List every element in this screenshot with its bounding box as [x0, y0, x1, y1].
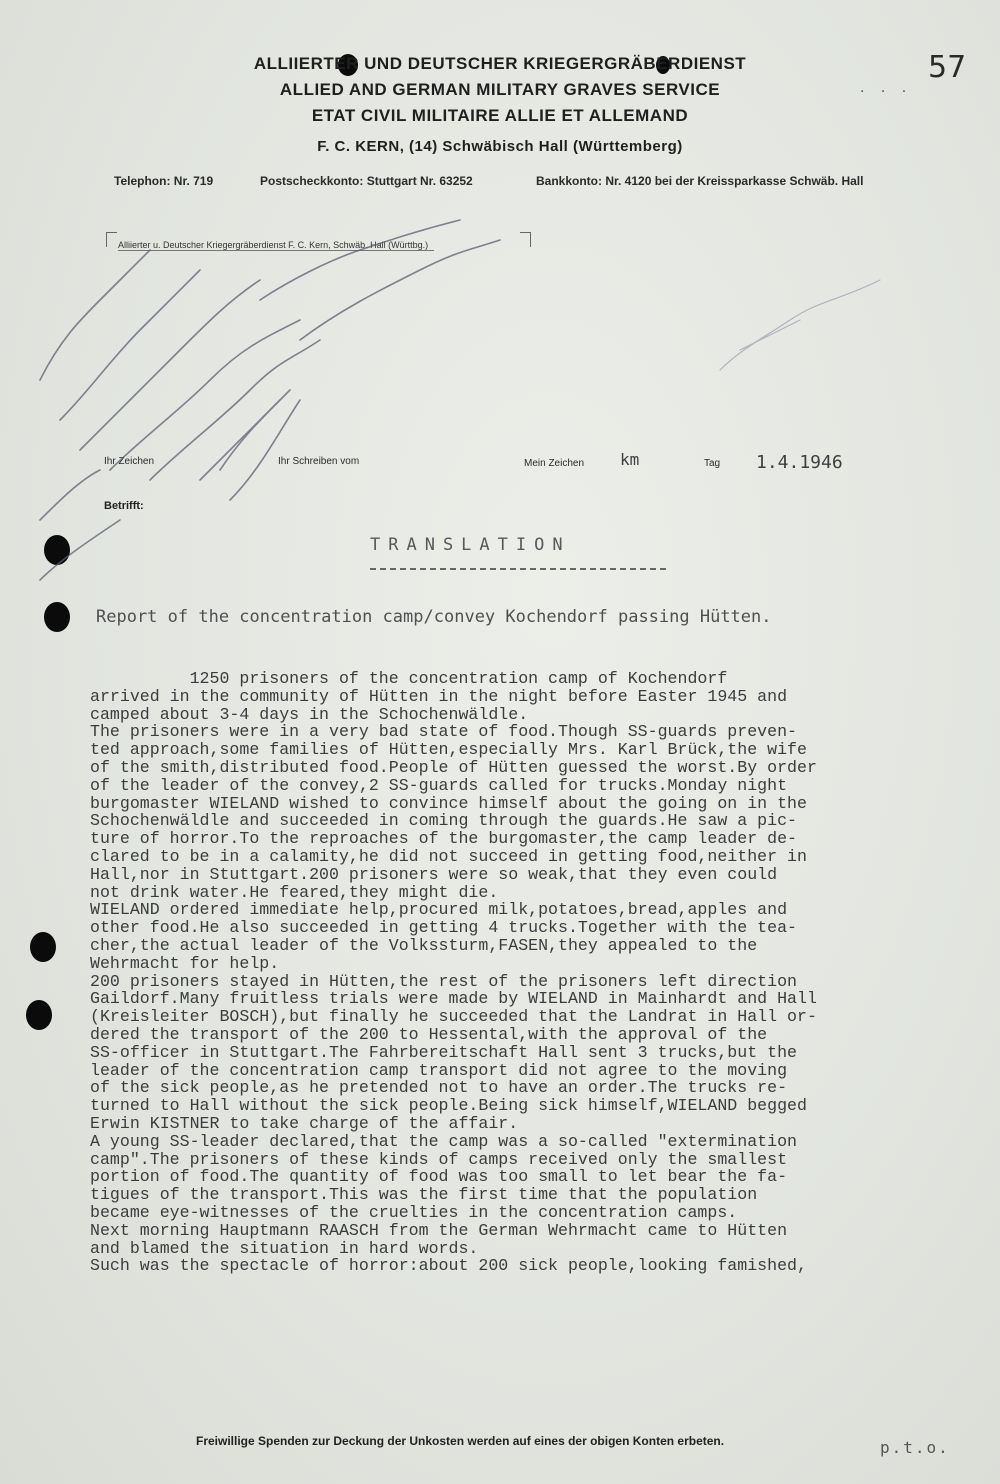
body-line: ture of horror.To the reproaches of the burgomaster,the camp leader de-	[90, 829, 798, 849]
bank-account: Bankkonto: Nr. 4120 bei der Kreissparkasse Schwäb. Hall	[536, 174, 864, 188]
decorative-dots: · · ·	[860, 84, 913, 100]
body-line: A young SS-leader declared,that the camp was a so-called "extermination	[90, 1131, 798, 1151]
letterhead-line-3: ETAT CIVIL MILITAIRE ALLIE ET ALLEMAND	[311, 106, 689, 125]
page-number: 57	[928, 50, 967, 85]
body-line: leader of the concentration camp transport did not agree to the moving	[90, 1060, 788, 1080]
letterhead-line-1: ALLIIERTER UND DEUTSCHER KRIEGERGRÄBERDIENST	[253, 54, 747, 73]
body-line: Schochenwäldle and succeeded in coming through the guards.He saw a pic-	[90, 811, 798, 831]
body-line: cher,the actual leader of the Volkssturm,FASEN,they appealed to the	[90, 935, 758, 955]
body-line: ted approach,some families of Hütten,especially Mrs. Karl Brück,the wife	[90, 740, 807, 760]
body-line: (Kreisleiter BOSCH),but finally he succeeded that the Landrat in Hall or-	[90, 1007, 817, 1027]
body-line: of the smith,distributed food.People of Hütten guessed the worst.By order	[90, 757, 817, 777]
body-line: of the sick people,as he pretended not to have an order.The trucks re-	[90, 1078, 788, 1098]
tag-label: Tag	[704, 458, 721, 469]
body-line: 200 prisoners stayed in Hütten,the rest of the prisoners left direction	[90, 971, 798, 991]
body-line: camped about 3-4 days in the Schochenwäldle.	[90, 704, 529, 724]
sender-line: Alliierter u. Deutscher Kriegergräberdienst F. C. Kern, Schwäb. Hall (Württbg.)	[118, 240, 434, 251]
body-line: WIELAND ordered immediate help,procured milk,potatoes,bread,apples and	[90, 900, 788, 920]
body-line: Erwin KISTNER to take charge of the affair.	[90, 1113, 519, 1133]
betrifft-label: Betrifft:	[104, 500, 144, 512]
pto-note: p.t.o.	[880, 1438, 950, 1457]
body-line: dered the transport of the 200 to Hessental,with the approval of the	[90, 1024, 768, 1044]
body-line: tigues of the transport.This was the first time that the population	[90, 1185, 758, 1205]
translation-heading: TRANSLATION	[370, 535, 571, 555]
body-line: camp".The prisoners of these kinds of camps received only the smallest	[90, 1149, 788, 1169]
postscheck-account: Postscheckkonto: Stuttgart Nr. 63252	[260, 174, 473, 188]
body-line: not drink water.He feared,they might die.	[90, 882, 499, 902]
body-line: The prisoners were in a very bad state of food.Though SS-guards preven-	[90, 722, 798, 742]
body-line: Wehrmacht for help.	[90, 953, 280, 973]
body-line: Next morning Hauptmann RAASCH from the German Wehrmacht came to Hütten	[90, 1220, 788, 1240]
body-line: SS-officer in Stuttgart.The Fahrbereitschaft Hall sent 3 trucks,but the	[90, 1042, 798, 1062]
ihr-zeichen-label: Ihr Zeichen	[104, 456, 155, 467]
body-line: other food.He also succeeded in getting 4 trucks.Together with the tea-	[90, 918, 798, 938]
body-line: burgomaster WIELAND wished to convince himself about the going on in the	[90, 793, 807, 813]
body-line: turned to Hall without the sick people.Being sick himself,WIELAND begged	[90, 1096, 807, 1116]
date-value: 1.4.1946	[756, 452, 843, 473]
letterhead-line-2: ALLIED AND GERMAN MILITARY GRAVES SERVICE	[279, 80, 721, 99]
body-line: portion of food.The quantity of food was too small to let bear the fa-	[90, 1167, 788, 1187]
body-line: Such was the spectacle of horror:about 200 sick people,looking famished,	[90, 1256, 807, 1276]
mein-zeichen-value: km	[620, 450, 640, 469]
body-line: arrived in the community of Hütten in the night before Easter 1945 and	[90, 686, 788, 706]
footer-note: Freiwillige Spenden zur Deckung der Unkosten werden auf eines der obigen Konten erbeten.	[196, 1434, 725, 1448]
body-line: Hall,nor in Stuttgart.200 prisoners were so weak,that they even could	[90, 864, 778, 884]
body-line: and blamed the situation in hard words.	[90, 1238, 479, 1258]
body-line: clared to be in a calamity,he did not succeed in getting food,neither in	[90, 846, 807, 866]
body-line: 1250 prisoners of the concentration camp of Kochendorf	[90, 669, 728, 688]
telephone: Telephon: Nr. 719	[114, 174, 214, 188]
letterhead-line-4: F. C. KERN, (14) Schwäbisch Hall (Württemberg)	[317, 138, 683, 155]
body-line: of the leader of the convey,2 SS-guards called for trucks.Monday night	[90, 775, 788, 795]
ihr-schreiben-label: Ihr Schreiben vom	[278, 456, 360, 467]
report-subject: Report of the concentration camp/convey Kochendorf passing Hütten.	[96, 607, 772, 627]
mein-zeichen-label: Mein Zeichen	[524, 458, 585, 469]
body-line: became eye-witnesses of the cruelties in the concentration camps.	[90, 1202, 738, 1222]
body-line: Gaildorf.Many fruitless trials were made by WIELAND in Mainhardt and Hall	[90, 989, 817, 1009]
